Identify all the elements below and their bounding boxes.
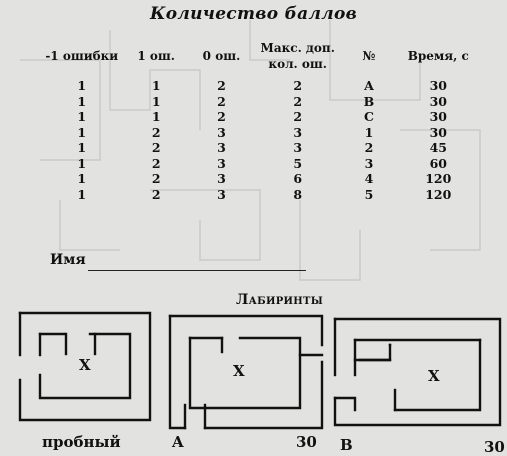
table-cell: 2 [364,140,374,155]
table-cell: 3 [217,140,226,155]
mazes-title: Лабиринты [236,292,324,308]
table-cell: 5 [364,186,374,202]
header-minus1-errors: -1 ошибки [45,49,119,63]
table-cell: 3 [293,124,303,140]
table-cell: 2 [151,171,161,186]
table-cell: 1 [77,109,87,124]
maze-b-time: 30 [484,438,505,456]
table-cell: 60 [429,155,447,171]
header-0-errors: 0 ош. [202,49,241,63]
table-cell: 3 [217,186,226,202]
table-cell: 30 [429,124,447,140]
table-cell: 1 [77,124,87,140]
table-cell: 2 [293,109,303,124]
table-cell: 3 [217,155,226,171]
table-cell: 45 [429,140,447,155]
table-cell: 2 [151,155,161,171]
table-cell: 2 [217,93,226,109]
maze-b-caption: B [340,436,353,454]
header-number: № [362,49,376,63]
table-cell: 2 [151,124,161,140]
table-cell: 2 [217,109,226,124]
table-cell: 2 [293,93,303,109]
maze-a-center-mark: X [233,362,245,380]
table-cell: 1 [77,140,87,155]
table-cell: 120 [425,171,452,186]
table-cell: 30 [429,109,447,124]
table-cell: C [363,109,374,124]
header-time: Время, с [407,49,469,63]
table-cell: 1 [77,171,87,186]
table-cell: 1 [77,186,87,202]
header-1-error: 1 ош. [137,49,175,63]
table-cell: A [364,78,374,93]
table-cell: 1 [151,78,161,93]
table-cell: 3 [217,171,226,186]
table-cell: 30 [429,93,447,109]
name-label: Имя [50,252,86,268]
maze-b [335,319,500,425]
table-cell: 8 [293,186,303,202]
maze-a-time: 30 [296,433,317,451]
maze-practice-center-mark: X [79,356,91,374]
table-cell: 1 [151,109,161,124]
table-cell: 2 [151,140,161,155]
table-cell: 1 [77,155,87,171]
table-cell: 6 [293,171,303,186]
table-cell: 2 [151,186,161,202]
table-cell: 3 [217,124,226,140]
table-cell: 30 [429,78,447,93]
table-cell: 1 [77,93,87,109]
table-cell: 3 [364,155,374,171]
table-cell: 2 [217,78,226,93]
table-cell: 3 [293,140,303,155]
page-title: Количество баллов [149,4,358,24]
table-cell: 1 [77,78,87,93]
table-cell: 120 [425,186,452,202]
table-cell: 1 [364,124,374,140]
maze-a [170,316,322,428]
maze-practice-caption: пробный [42,433,121,451]
maze-b-center-mark: X [428,367,440,385]
table-cell: 2 [293,78,303,93]
table-cell: 5 [293,155,303,171]
table-cell: B [363,93,375,109]
table-cell: 1 [151,93,161,109]
table-cell: 4 [364,171,374,186]
header-max-errors: Макс. доп. кол. ош. [260,41,335,71]
maze-a-caption: A [172,433,184,451]
